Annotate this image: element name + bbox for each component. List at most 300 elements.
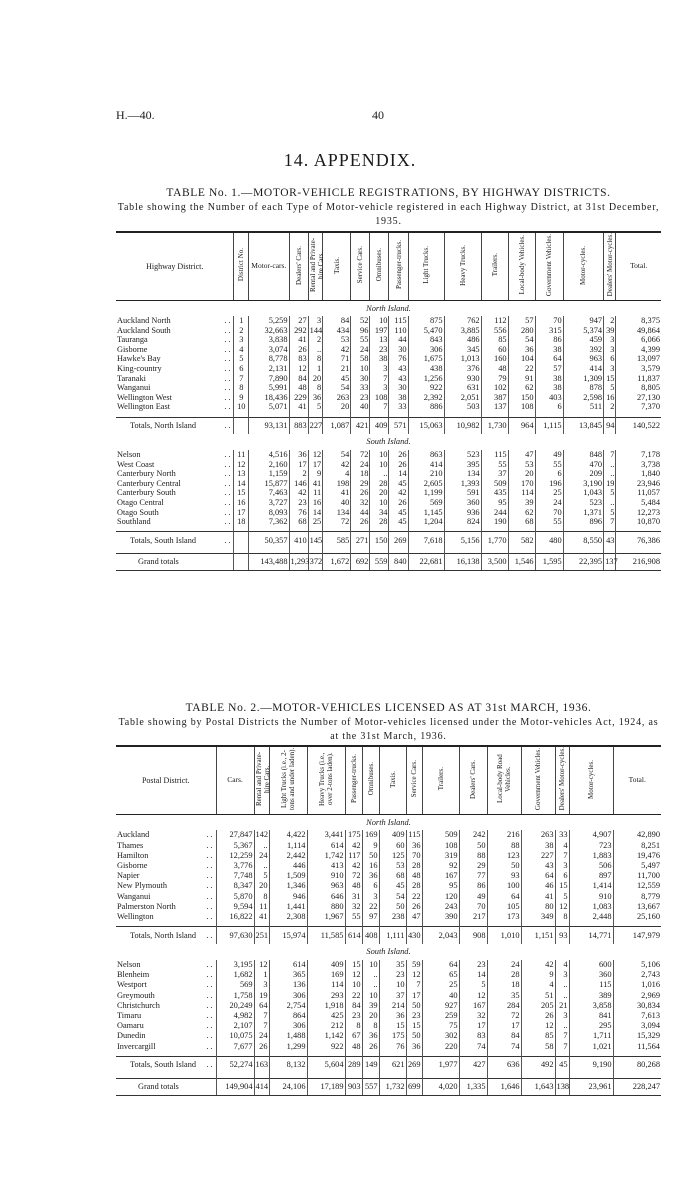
cell: 421 xyxy=(351,417,370,434)
cell: 15 xyxy=(234,488,249,498)
cell: 67 xyxy=(345,1031,362,1041)
cell: 1,335 xyxy=(459,1078,487,1095)
cell: 12 xyxy=(234,460,249,470)
cell: 80,268 xyxy=(613,1056,661,1073)
table2-header-label: Dealers' Cars. xyxy=(469,759,477,799)
cell: 48 xyxy=(345,881,362,891)
cell: 216 xyxy=(487,830,521,840)
row-label: Napier .. xyxy=(117,871,215,881)
cell: 7,890 xyxy=(249,374,289,384)
cell: 2 xyxy=(234,326,249,336)
cell: 10,870 xyxy=(616,517,661,527)
cell: 45 xyxy=(555,1056,569,1073)
cell: 35 xyxy=(487,990,521,1000)
cell: 3 xyxy=(370,364,389,374)
cell: 3 xyxy=(604,364,616,374)
row-label-text: Blenheim xyxy=(117,970,150,980)
cell: 863 xyxy=(408,450,444,460)
cell: 1,758 xyxy=(216,990,254,1000)
table1-header-label: Taxis. xyxy=(332,256,341,274)
cell: 5 xyxy=(555,891,569,901)
cell: 19 xyxy=(604,479,616,489)
cell: 1,441 xyxy=(269,901,307,911)
cell: 10 xyxy=(362,990,379,1000)
cell: 24 xyxy=(351,345,370,355)
cell: 220 xyxy=(422,1041,459,1051)
table2-caption: TABLE No. 2.—MOTOR-VEHICLES LICENSED AS AT 31st MARCH, 1936. xyxy=(185,702,592,714)
cell: .. xyxy=(254,861,269,871)
row-label-text: Nelson xyxy=(117,450,141,460)
row-label-text: King-country xyxy=(117,364,162,374)
row-label-text: Thames xyxy=(117,840,144,850)
cell: 48 xyxy=(406,871,422,881)
cell: 1,199 xyxy=(408,488,444,498)
table-row xyxy=(116,871,661,881)
row-label: Totals, South Island .. xyxy=(116,1056,216,1073)
cell: 70 xyxy=(535,508,563,518)
cell: 963 xyxy=(307,881,345,891)
table2-header-label: Local-body Road Vehicles. xyxy=(496,754,512,804)
row-label: Wellington East .. xyxy=(117,402,233,412)
cell: 238 xyxy=(379,912,406,922)
cell: 114 xyxy=(307,980,345,990)
cell: .. xyxy=(370,469,389,479)
row-label: Blenheim .. xyxy=(117,970,215,980)
cell: 5,604 xyxy=(307,1056,345,1073)
table-row xyxy=(116,990,661,1000)
table2-header-rental-and-private-hire-cars xyxy=(254,746,269,814)
cell: 28 xyxy=(406,881,422,891)
cell: 45 xyxy=(389,479,408,489)
table1-header-motor-cycles xyxy=(563,232,603,300)
cell: 7 xyxy=(604,450,616,460)
cell: 20,249 xyxy=(216,1001,254,1011)
cell: .. xyxy=(254,840,269,850)
row-label-text: Dunedin xyxy=(117,1031,146,1041)
cell: 227 xyxy=(308,417,323,434)
cell: 2 xyxy=(289,469,308,479)
cell: 37 xyxy=(379,990,406,1000)
cell: 2,160 xyxy=(249,460,289,470)
row-label-text: Canterbury North xyxy=(117,469,176,479)
cell: 167 xyxy=(422,871,459,881)
cell: 10 xyxy=(362,960,379,970)
table1-header-label: Dealers' Motor-cycles. xyxy=(605,233,614,297)
cell: 28 xyxy=(487,970,521,980)
cell: 110 xyxy=(389,326,408,336)
row-label-text: Hamilton xyxy=(117,850,149,860)
cell: 41 xyxy=(254,912,269,922)
cell: 115 xyxy=(389,316,408,326)
cell: 4 xyxy=(234,345,249,355)
table1-header-taxis xyxy=(323,232,351,300)
cell: 922 xyxy=(408,383,444,393)
cell: 896 xyxy=(563,517,603,527)
cell: 68 xyxy=(289,517,308,527)
cell: 42 xyxy=(521,960,555,970)
cell: 55 xyxy=(345,912,362,922)
table2 xyxy=(116,745,661,1096)
cell: 10,982 xyxy=(444,417,481,434)
cell: 880 xyxy=(307,901,345,911)
cell xyxy=(234,417,249,434)
cell: 1,043 xyxy=(563,488,603,498)
cell: 11,585 xyxy=(307,927,345,944)
cell: 1,293 xyxy=(289,554,308,571)
section-heading: South Island. xyxy=(366,437,411,447)
cell: 9,594 xyxy=(216,901,254,911)
cell: 23 xyxy=(379,970,406,980)
cell: 392 xyxy=(563,345,603,355)
cell: 20 xyxy=(508,469,535,479)
cell: 102 xyxy=(481,383,508,393)
cell: 936 xyxy=(444,508,481,518)
table2-header-label: Rental and Private-hire Cars. xyxy=(254,751,271,807)
cell: 2,442 xyxy=(269,850,307,860)
table2-header-trailers xyxy=(422,746,459,814)
cell: 4,399 xyxy=(616,345,661,355)
row-label-text: Canterbury Central xyxy=(117,478,181,488)
cell: 70 xyxy=(459,901,487,911)
cell: 42,890 xyxy=(613,830,661,840)
cell: 3 xyxy=(555,1011,569,1021)
cell: 1,546 xyxy=(508,554,535,571)
cell: 6 xyxy=(535,469,563,479)
cell: 5,470 xyxy=(408,326,444,336)
table2-header-postal-district: Postal District. xyxy=(116,746,216,814)
table-row xyxy=(116,460,661,470)
cell: 409 xyxy=(379,830,406,840)
cell: 5,259 xyxy=(249,316,289,326)
grand-totals-row xyxy=(116,554,661,571)
cell: 3,074 xyxy=(249,345,289,355)
cell: 843 xyxy=(408,335,444,345)
cell: 1,114 xyxy=(269,840,307,850)
cell: 60 xyxy=(481,345,508,355)
cell: 10,075 xyxy=(216,1031,254,1041)
cell: 3,776 xyxy=(216,861,254,871)
cell: 9 xyxy=(362,840,379,850)
table-row xyxy=(116,840,661,850)
cell: 7,677 xyxy=(216,1041,254,1051)
table2-header-heavy-trucks-i-e-over-2-tons-laden xyxy=(307,746,345,814)
cell: 28 xyxy=(370,517,389,527)
row-label-text: Wanganui xyxy=(117,891,151,901)
cell: 58 xyxy=(351,354,370,364)
table-row xyxy=(116,345,661,355)
cell: 3,500 xyxy=(481,554,508,571)
cell: 8,805 xyxy=(616,383,661,393)
row-label-text: New Plymouth xyxy=(117,881,168,891)
cell: 1,643 xyxy=(521,1078,555,1095)
row-label-text: Tauranga xyxy=(117,335,148,345)
cell: 390 xyxy=(422,912,459,922)
row-label: Thames .. xyxy=(117,840,215,850)
cell: 2,308 xyxy=(269,912,307,922)
row-label: Otago South .. xyxy=(117,507,233,517)
cell: 908 xyxy=(459,927,487,944)
table2-header-label: Heavy Trucks (i.e., over 2-tons laden). xyxy=(318,752,334,806)
cell: 9 xyxy=(521,970,555,980)
cell: 2,107 xyxy=(216,1021,254,1031)
cell: 12 xyxy=(254,960,269,970)
table-row xyxy=(116,850,661,860)
cell: 18,436 xyxy=(249,393,289,403)
row-label-text: Gisborne xyxy=(117,860,148,870)
cell: 36 xyxy=(406,840,422,850)
cell: 1,256 xyxy=(408,374,444,384)
cell: 60 xyxy=(379,840,406,850)
cell: 21 xyxy=(555,1001,569,1011)
cell: 302 xyxy=(422,1031,459,1041)
cell: 32 xyxy=(351,498,370,508)
cell: 582 xyxy=(508,532,535,549)
cell: 2 xyxy=(604,402,616,412)
cell: 1,204 xyxy=(408,517,444,527)
cell: 1,509 xyxy=(269,871,307,881)
cell: .. xyxy=(555,990,569,1000)
table-row xyxy=(116,891,661,901)
cell: 762 xyxy=(444,316,481,326)
cell: 14 xyxy=(308,508,323,518)
cell: 120 xyxy=(422,891,459,901)
cell: 864 xyxy=(269,1011,307,1021)
cell: 6 xyxy=(234,364,249,374)
cell: 12 xyxy=(289,364,308,374)
cell: 36 xyxy=(379,1011,406,1021)
cell: 12 xyxy=(345,970,362,980)
cell: 7 xyxy=(370,374,389,384)
cell: 216,908 xyxy=(616,554,661,571)
cell: 365 xyxy=(269,970,307,980)
cell: 556 xyxy=(481,326,508,336)
cell: 64 xyxy=(422,960,459,970)
cell: 45 xyxy=(389,508,408,518)
table-row xyxy=(116,450,661,460)
cell: 7 xyxy=(406,980,422,990)
table-row xyxy=(116,1031,661,1041)
cell: 4 xyxy=(555,960,569,970)
cell: 1,083 xyxy=(569,901,613,911)
cell: 1,732 xyxy=(379,1078,406,1095)
cell: 83 xyxy=(289,354,308,364)
cell: 41 xyxy=(289,402,308,412)
cell: 123 xyxy=(487,850,521,860)
cell: 8 xyxy=(234,383,249,393)
cell: 319 xyxy=(422,850,459,860)
cell: 571 xyxy=(389,417,408,434)
cell: 1,159 xyxy=(249,469,289,479)
cell: 23 xyxy=(345,1011,362,1021)
cell: .. xyxy=(555,1021,569,1031)
cell: 9,190 xyxy=(569,1056,613,1073)
cell: 16 xyxy=(234,498,249,508)
row-label-text: Grand totals xyxy=(138,557,179,567)
cell: 559 xyxy=(370,554,389,571)
cell: 17 xyxy=(234,508,249,518)
row-label: Westport .. xyxy=(117,980,215,990)
cell: 1,675 xyxy=(408,354,444,364)
cell: 10 xyxy=(379,980,406,990)
cell: 42 xyxy=(323,345,351,355)
cell: 5 xyxy=(308,402,323,412)
cell: 23 xyxy=(370,345,389,355)
cell: 389 xyxy=(569,990,613,1000)
row-label-text: Grand totals xyxy=(138,1082,179,1092)
cell: 271 xyxy=(351,532,370,549)
cell: 77 xyxy=(459,871,487,881)
cell: 244 xyxy=(481,508,508,518)
cell: 38 xyxy=(535,345,563,355)
table2-header-service-cars xyxy=(406,746,422,814)
row-label-text: Christchurch xyxy=(117,1000,160,1010)
row-label: Otago Central .. xyxy=(117,498,233,507)
cell: 2,043 xyxy=(422,927,459,944)
cell: 12,273 xyxy=(616,508,661,518)
cell: 146 xyxy=(289,479,308,489)
cell: 306 xyxy=(269,1021,307,1031)
cell: 40 xyxy=(323,498,351,508)
cell: 84 xyxy=(323,316,351,326)
cell: 76 xyxy=(379,1041,406,1051)
cell: 39 xyxy=(362,1001,379,1011)
table2-header-light-trucks-i-e-2-tons-and-under-laden xyxy=(269,746,307,814)
row-label: Canterbury North .. xyxy=(117,469,233,479)
cell: 292 xyxy=(289,326,308,336)
cell: 12 xyxy=(459,990,487,1000)
cell: 614 xyxy=(269,960,307,970)
cell: 50 xyxy=(406,1001,422,1011)
cell: 92 xyxy=(422,861,459,871)
cell: 17 xyxy=(406,990,422,1000)
cell: 8 xyxy=(254,891,269,901)
totals-row xyxy=(116,927,661,944)
cell: 160 xyxy=(481,354,508,364)
cell: 5 xyxy=(234,354,249,364)
table2-header-label: Motor-cycles. xyxy=(587,759,595,799)
cell: 3,838 xyxy=(249,335,289,345)
cell: 15 xyxy=(379,1021,406,1031)
row-label-text: Gisborne xyxy=(117,344,148,354)
row-label-text: Timaru xyxy=(117,1011,142,1021)
cell: 44 xyxy=(351,508,370,518)
cell: 33 xyxy=(351,383,370,393)
row-label: Totals, North Island .. xyxy=(116,417,234,434)
table2-header-dealers-cars xyxy=(459,746,487,814)
row-label: Canterbury Central .. xyxy=(117,478,233,488)
table1-header-local-body-vehicles xyxy=(508,232,535,300)
cell: 1,371 xyxy=(563,508,603,518)
cell: 80 xyxy=(521,901,555,911)
cell: 1,151 xyxy=(521,927,555,944)
cell: 6 xyxy=(604,354,616,364)
cell: 841 xyxy=(569,1011,613,1021)
cell: 15,974 xyxy=(269,927,307,944)
cell: 72 xyxy=(487,1011,521,1021)
row-label: Wellington .. xyxy=(117,911,215,921)
table1-header-label: District No. xyxy=(237,248,246,282)
row-label: Auckland South .. xyxy=(117,325,233,335)
row-label-text: Auckland South xyxy=(117,325,171,335)
cell: 22 xyxy=(406,891,422,901)
cell: 42 xyxy=(323,460,351,470)
cell: 19 xyxy=(254,990,269,1000)
table-row xyxy=(116,326,661,336)
cell: 434 xyxy=(323,326,351,336)
row-label: Totals, North Island .. xyxy=(116,927,216,944)
cell: 30 xyxy=(389,345,408,355)
cell: 1,918 xyxy=(307,1001,345,1011)
cell: 7 xyxy=(555,1041,569,1051)
cell: 295 xyxy=(569,1021,613,1031)
cell: 15 xyxy=(555,881,569,891)
cell: 315 xyxy=(535,326,563,336)
cell: 1,142 xyxy=(307,1031,345,1041)
table1-header-dealers-cars xyxy=(289,232,308,300)
cell: 46 xyxy=(521,881,555,891)
cell: 143,488 xyxy=(249,554,289,571)
table-row xyxy=(116,1011,661,1021)
table1-header-label: Omnibuses. xyxy=(375,248,384,282)
cell: 144 xyxy=(309,325,323,335)
cell: 4,907 xyxy=(569,830,613,840)
cell: 3 xyxy=(362,891,379,901)
cell: 197 xyxy=(370,326,389,336)
cell: 5,497 xyxy=(613,861,661,871)
cell: 903 xyxy=(345,1078,362,1095)
row-label: Christchurch .. xyxy=(117,1000,215,1010)
cell: 72 xyxy=(351,450,370,460)
cell: 557 xyxy=(362,1078,379,1095)
cell: 108 xyxy=(370,393,389,403)
cell: 509 xyxy=(481,479,508,489)
table2-header-government-vehicles xyxy=(521,746,555,814)
cell: 506 xyxy=(569,861,613,871)
cell: 30,834 xyxy=(613,1001,661,1011)
cell: 93,131 xyxy=(249,417,289,434)
cell: 425 xyxy=(307,1011,345,1021)
cell: 15,063 xyxy=(408,417,444,434)
cell: 470 xyxy=(563,460,603,470)
cell: 48 xyxy=(289,383,308,393)
cell: 280 xyxy=(508,326,535,336)
cell: 10 xyxy=(345,980,362,990)
cell: 31 xyxy=(345,891,362,901)
table1-caption: TABLE No. 1.—MOTOR-VEHICLE REGISTRATIONS, BY HIGHWAY DISTRICTS. xyxy=(166,187,611,199)
cell: 22 xyxy=(345,990,362,1000)
cell: 68 xyxy=(508,517,535,527)
row-label-text: Oamaru xyxy=(117,1021,144,1031)
cell: 5 xyxy=(254,871,269,881)
cell: 26 xyxy=(521,1011,555,1021)
cell: 360 xyxy=(444,498,481,508)
cell: 23 xyxy=(351,393,370,403)
cell: 52,274 xyxy=(216,1056,254,1073)
cell: 2 xyxy=(308,335,323,345)
cell: 922 xyxy=(307,1041,345,1051)
cell: 76,386 xyxy=(616,532,661,549)
row-label-text: West Coast xyxy=(117,459,155,469)
cell: 251 xyxy=(254,927,269,944)
cell: 36 xyxy=(308,393,323,403)
cell: 150 xyxy=(370,532,389,549)
table-row xyxy=(116,901,661,911)
cell: 306 xyxy=(269,990,307,1000)
cell: 3 xyxy=(604,345,616,355)
cell: 85 xyxy=(521,1031,555,1041)
cell: 36 xyxy=(289,450,308,460)
table1-header-highway-district: Highway District. xyxy=(116,232,234,300)
